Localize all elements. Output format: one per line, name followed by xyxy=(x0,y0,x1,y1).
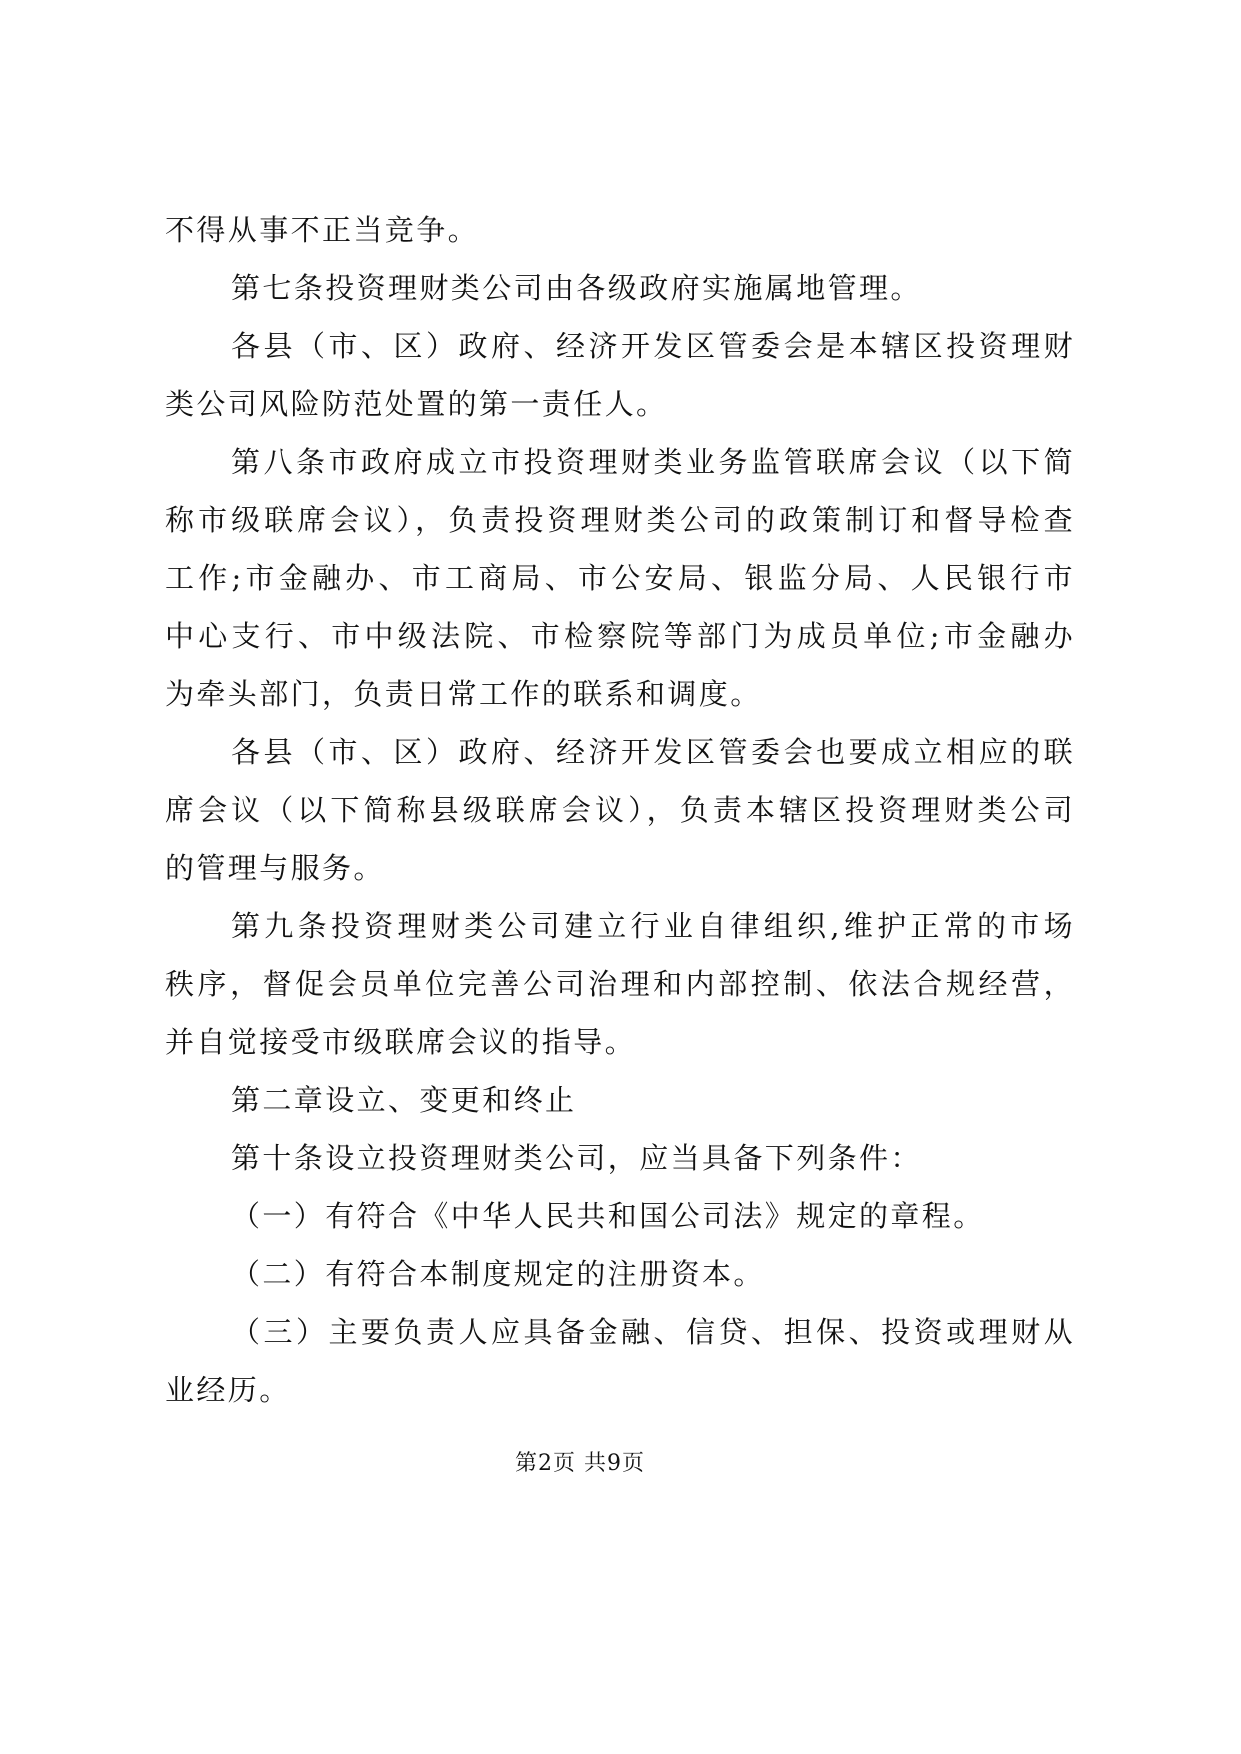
article-10-paragraph xyxy=(165,1129,1075,1187)
article-7-paragraph xyxy=(165,259,1075,317)
text-line: 席会议（以下简称县级联席会议），负责本辖区投资理财类公司 xyxy=(165,793,1075,827)
document-body xyxy=(165,201,1075,1419)
text-line: 第九条投资理财类公司建立行业自律组织,维护正常的市场 xyxy=(231,909,1075,943)
text-line: （一）有符合《中华人民共和国公司法》规定的章程。 xyxy=(231,1199,985,1233)
text-line: （三）主要负责人应具备金融、信贷、担保、投资或理财从 xyxy=(231,1315,1075,1349)
text-line: （二）有符合本制度规定的注册资本。 xyxy=(231,1257,765,1291)
text-line: 工作;市金融办、市工商局、市公安局、银监分局、人民银行市 xyxy=(165,561,1075,595)
text-line: 中心支行、市中级法院、市检察院等部门为成员单位;市金融办 xyxy=(165,619,1075,653)
text-line: 各县（市、区）政府、经济开发区管委会是本辖区投资理财 xyxy=(231,329,1075,363)
text-line: 称市级联席会议），负责投资理财类公司的政策制订和督导检查 xyxy=(165,503,1075,537)
text-line: 秩序，督促会员单位完善公司治理和内部控制、依法合规经营， xyxy=(165,967,1075,1001)
paragraph xyxy=(165,723,1075,897)
text-line: 的管理与服务。 xyxy=(165,851,385,885)
chapter-heading xyxy=(165,1071,1075,1129)
text-line: 第七条投资理财类公司由各级政府实施属地管理。 xyxy=(231,271,922,305)
article-9-paragraph xyxy=(165,897,1075,1071)
list-item xyxy=(165,1303,1075,1419)
list-item xyxy=(165,1187,1075,1245)
text-line: 类公司风险防范处置的第一责任人。 xyxy=(165,387,668,421)
text-line: 各县（市、区）政府、经济开发区管委会也要成立相应的联 xyxy=(231,735,1075,769)
text-line: 第八条市政府成立市投资理财类业务监管联席会议（以下简 xyxy=(231,445,1075,479)
text-line: 第十条设立投资理财类公司，应当具备下列条件： xyxy=(231,1141,922,1175)
text-line: 并自觉接受市级联席会议的指导。 xyxy=(165,1025,637,1059)
paragraph xyxy=(165,317,1075,433)
text-line: 不得从事不正当竞争。 xyxy=(165,213,480,247)
article-8-paragraph xyxy=(165,433,1075,723)
paragraph xyxy=(165,201,1075,259)
page-number-footer: 第2页 共9页 xyxy=(515,1451,645,1476)
list-item xyxy=(165,1245,1075,1303)
text-line: 业经历。 xyxy=(165,1373,291,1407)
text-line: 为牵头部门，负责日常工作的联系和调度。 xyxy=(165,677,762,711)
text-line: 第二章设立、变更和终止 xyxy=(231,1083,577,1117)
